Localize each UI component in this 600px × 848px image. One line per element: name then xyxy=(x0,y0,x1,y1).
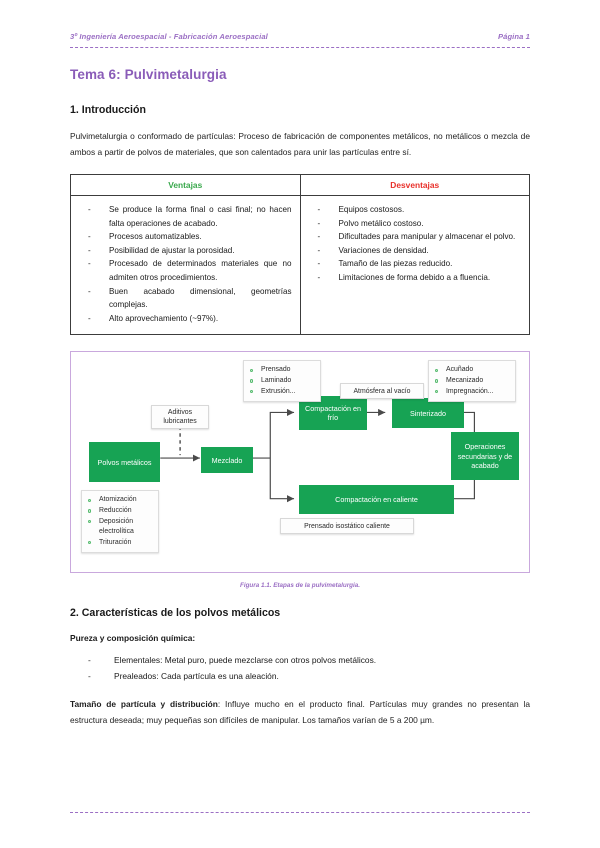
list-item: - Se produce la forma final o casi final; no hacen falta operaciones de acabado. xyxy=(85,203,292,230)
table-header-row xyxy=(71,175,530,196)
list-item: - Procesado de determinados materiales que no admiten otros procedimientos. xyxy=(85,257,292,284)
subheading-pureza: Pureza y composición química: xyxy=(70,633,196,644)
header-divider xyxy=(70,47,530,48)
list-item: Laminado xyxy=(249,376,314,387)
diagram-note-prensado-isostatico: Prensado isostático caliente xyxy=(280,518,414,534)
list-item: - Tamaño de las piezas reducido. xyxy=(315,257,522,271)
table-cell-desventajas xyxy=(300,196,530,335)
list-item: - Posibilidad de ajustar la porosidad. xyxy=(85,244,292,258)
list-item: - Procesos automatizables. xyxy=(85,230,292,244)
list-item: - Limitaciones de forma debido a a fluencia. xyxy=(315,271,522,285)
list-item: Deposición electrolítica xyxy=(87,517,152,538)
table-row xyxy=(71,196,530,335)
heading-caracteristicas: 2. Características de los polvos metálicos xyxy=(70,607,281,620)
operaciones-list xyxy=(434,365,509,397)
list-item: Extrusión... xyxy=(249,387,314,398)
diagram-list-operaciones-tipos xyxy=(428,360,516,402)
list-item: - Variaciones de densidad. xyxy=(315,244,522,258)
process-flow-diagram xyxy=(70,351,530,573)
obtencion-polvos-list xyxy=(87,495,152,548)
figure-caption: Figura 1.1. Etapas de la pulvimetalurgia. xyxy=(239,582,361,590)
list-item: - Dificultades para manipular y almacenar el polvo. xyxy=(315,230,522,244)
tamano-particula-text: : Influye mucho en el producto final. Partículas muy grandes no presentan la estructura deseada; muy pequeñas son difíciles de manipular. Los tamaños varían de 5 a 200 µm. xyxy=(70,699,531,725)
list-item: - Buen acabado dimensional, geometrías complejas. xyxy=(85,285,292,312)
table-header-desventajas: Desventajas xyxy=(300,175,530,196)
ventajas-list xyxy=(75,203,292,325)
diagram-box-operaciones-secundarias: Operaciones secundarias y de acabado xyxy=(451,432,519,480)
diagram-box-sinterizado: Sinterizado xyxy=(392,398,464,428)
list-item: Reducción xyxy=(87,506,152,517)
list-item: Mecanizado xyxy=(434,376,509,387)
document-header xyxy=(70,0,530,41)
table-cell-ventajas xyxy=(71,196,301,335)
tamano-particula-paragraph xyxy=(70,697,530,728)
diagram-box-compactacion-frio: Compactación en frío xyxy=(299,396,367,430)
list-item: - Equipos costosos. xyxy=(315,203,522,217)
list-item: Acuñado xyxy=(434,365,509,376)
intro-paragraph: Pulvimetalurgia o conformado de partículas: Proceso de fabricación de componentes metálicos, no metálicos o mezcla de ambos a partir de polvos de materiales, que son calentados para unir las partículas entre sí. xyxy=(70,131,530,157)
header-page-number: Página 1 xyxy=(497,32,530,41)
diagram-list-compactacion-frio-tipos xyxy=(243,360,321,402)
list-item: - Elementales: Metal puro, puede mezclarse con otros polvos metálicos. xyxy=(88,653,530,669)
compactacion-frio-list xyxy=(249,365,314,397)
ventajas-desventajas-table xyxy=(70,174,530,335)
list-item: - Alto aprovechamiento (~97%). xyxy=(85,312,292,326)
table-header-ventajas: Ventajas xyxy=(71,175,301,196)
list-item: Trituración xyxy=(87,538,152,549)
diagram-note-atmosfera-al-vacio: Atmósfera al vacío xyxy=(340,383,424,399)
page-title: Tema 6: Pulvimetalurgia xyxy=(70,67,227,82)
diagram-list-obtencion-polvos xyxy=(81,490,159,553)
heading-introduccion: 1. Introducción xyxy=(70,104,146,116)
figure-pulvimetalurgia xyxy=(70,351,530,589)
diagram-box-mezclado: Mezclado xyxy=(201,447,253,473)
list-item: Atomización xyxy=(87,495,152,506)
footer-divider xyxy=(70,812,530,813)
header-course-label: 3º Ingeniería Aeroespacial - Fabricación Aeroespacial xyxy=(70,32,268,41)
list-item: - Prealeados: Cada partícula es una aleación. xyxy=(88,669,530,685)
tamano-particula-label: Tamaño de partícula y distribución xyxy=(70,699,218,710)
diagram-box-compactacion-caliente: Compactación en caliente xyxy=(299,485,454,514)
list-item: Impregnación... xyxy=(434,387,509,398)
desventajas-list xyxy=(305,203,522,285)
list-item: - Polvo metálico costoso. xyxy=(315,217,522,231)
pureza-list xyxy=(70,653,530,684)
diagram-box-polvos-metalicos: Polvos metálicos xyxy=(89,442,160,482)
list-item: Prensado xyxy=(249,365,314,376)
diagram-note-aditivos-lubricantes: Aditivos lubricantes xyxy=(151,405,209,429)
